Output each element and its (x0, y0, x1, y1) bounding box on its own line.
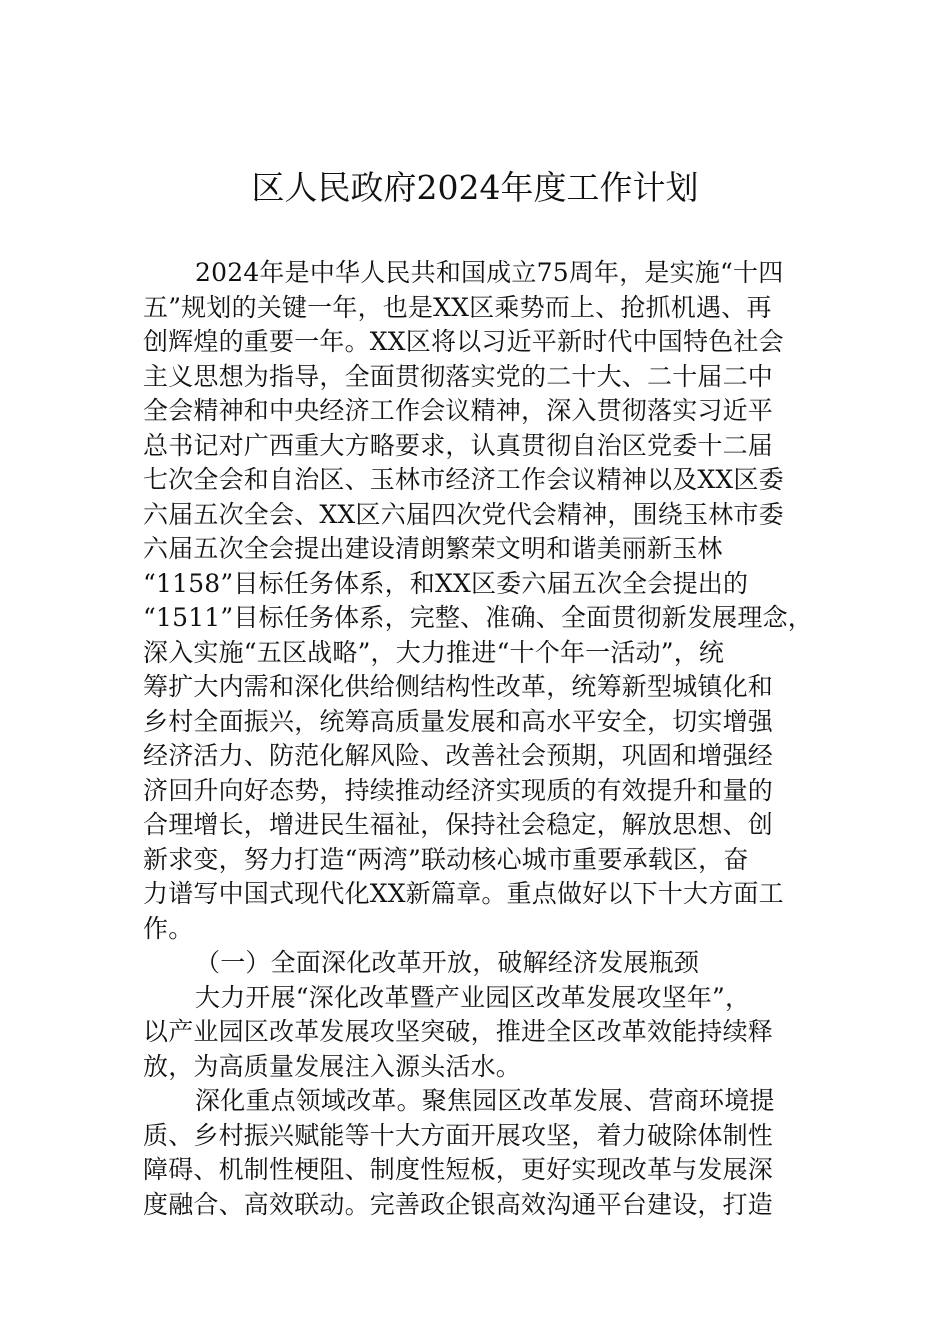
paragraph-line: 新求变，努力打造“两湾”联动核心城市重要承载区，奋 (143, 844, 749, 874)
paragraph-line: 经济活力、防范化解风险、改善社会预期，巩固和增强经 (143, 741, 774, 770)
section-heading: （一）全面深化改革开放，破解经济发展瓶颈 (195, 948, 700, 977)
paragraph-line: 障碍、机制性梗阻、制度性短板，更好实现改革与发展深 (143, 1155, 774, 1184)
paragraph-line: 六届五次全会提出建设清朗繁荣文明和谐美丽新玉林 (143, 534, 723, 563)
paragraph-line: 济回升向好态势，持续推动经济实现质的有效提升和量的 (143, 775, 774, 805)
paragraph-line: 作。 (143, 913, 194, 943)
paragraph-line: 乡村全面振兴，统筹高质量发展和高水平安全，切实增强 (143, 706, 774, 736)
paragraph-line: 放，为高质量发展注入源头活水。 (143, 1051, 522, 1081)
paragraph-line: 力谱写中国式现代化XX新篇章。重点做好以下十大方面工 (143, 879, 784, 908)
paragraph-line: 全会精神和中央经济工作会议精神，深入贯彻落实习近平 (143, 396, 774, 425)
paragraph-line: 深入实施“五区战略”，大力推进“十个年一活动”，统 (143, 637, 725, 667)
paragraph-line: 大力开展“深化改革暨产业园区改革发展攻坚年”， (195, 982, 751, 1012)
paragraph-line: 筹扩大内需和深化供给侧结构性改革，统筹新型城镇化和 (143, 672, 774, 701)
paragraph-line: “1511”目标任务体系，完整、准确、全面贯彻新发展理念， (143, 603, 813, 632)
paragraph-line: 合理增长，增进民生福祉，保持社会稳定，解放思想、创 (143, 810, 774, 839)
paragraph-line: 质、乡村振兴赋能等十大方面开展攻坚，着力破除体制性 (143, 1120, 774, 1150)
paragraph-line: 2024年是中华人民共和国成立75周年，是实施“十四 (195, 258, 784, 287)
paragraph-line: 六届五次全会、XX区六届四次党代会精神，围绕玉林市委 (143, 499, 784, 529)
paragraph-line: 五”规划的关键一年，也是XX区乘势而上、抢抓机遇、再 (143, 292, 772, 322)
paragraph-line: 总书记对广西重大方略要求，认真贯彻自治区党委十二届 (143, 430, 774, 460)
paragraph-line: 主义思想为指导，全面贯彻落实党的二十大、二十届二中 (143, 361, 774, 391)
paragraph-line: 创辉煌的重要一年。XX区将以习近平新时代中国特色社会 (143, 327, 784, 356)
paragraph-line: 深化重点领域改革。聚焦园区改革发展、营商环境提 (195, 1086, 775, 1115)
paragraph-line: 度融合、高效联动。完善政企银高效沟通平台建设，打造 (143, 1189, 774, 1219)
paragraph-line: 七次全会和自治区、玉林市经济工作会议精神以及XX区委 (143, 465, 784, 494)
paragraph-line: “1158”目标任务体系，和XX区委六届五次全会提出的 (143, 568, 749, 598)
document-title: 区人民政府2024年度工作计划 (251, 168, 699, 207)
document-body (143, 256, 843, 1222)
paragraph-line: 以产业园区改革发展攻坚突破，推进全区改革效能持续释 (143, 1017, 774, 1046)
